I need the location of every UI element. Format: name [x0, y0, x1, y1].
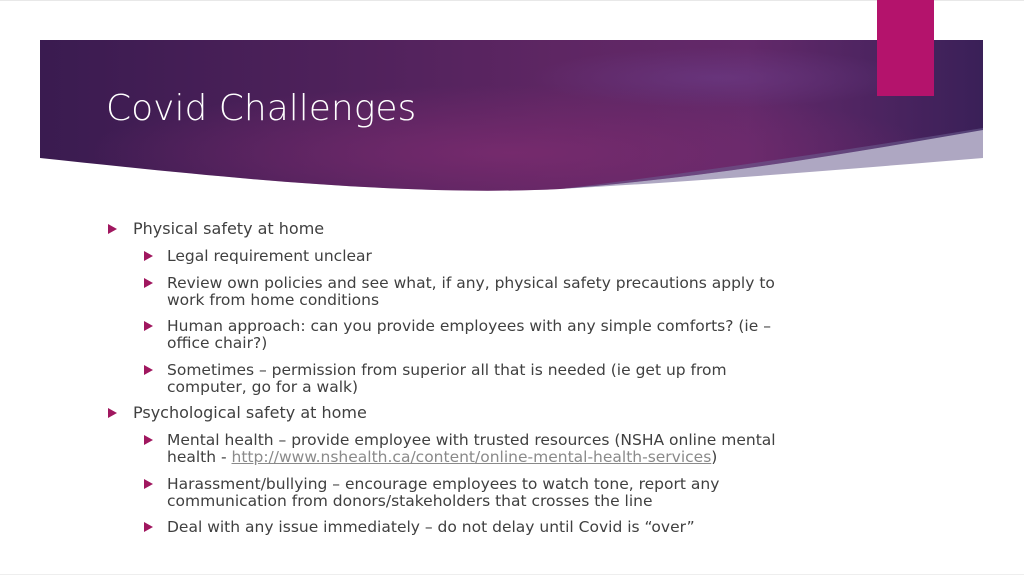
bullet-marker-icon [144, 251, 153, 261]
bottom-rule [0, 574, 1024, 575]
nshealth-link[interactable]: http://www.nshealth.ca/content/online-mental-health-services [231, 448, 712, 466]
bullet-level2-line1: Mental health – provide employee with trusted resources (NSHA online mental [167, 431, 776, 449]
bullet-level1: Physical safety at home [133, 219, 325, 238]
bullet-level2-line1: Review own policies and see what, if any, physical safety precautions apply to [167, 274, 775, 292]
bullet-marker-icon [144, 321, 153, 331]
bullet-marker-icon [144, 435, 153, 445]
bullet-level2-line2: office chair?) [167, 334, 268, 352]
bullet-level2-line2 [167, 449, 717, 465]
bullet-level2-line1: Human approach: can you provide employees with any simple comforts? (ie – [167, 317, 771, 335]
bullet-level2-line1: Sometimes – permission from superior all that is needed (ie get up from [167, 361, 727, 379]
slide-title: Covid Challenges [106, 88, 417, 129]
bullet-marker-icon [144, 522, 153, 532]
bullet-marker-icon [144, 479, 153, 489]
bullet-level2-line2: work from home conditions [167, 291, 380, 309]
bullet-level2-line1: Harassment/bullying – encourage employees to watch tone, report any [167, 475, 720, 493]
bullet-level1: Psychological safety at home [133, 403, 367, 422]
bullet-level2-line2: communication from donors/stakeholders that crosses the line [167, 492, 653, 510]
bullet-marker-icon [108, 408, 117, 418]
bullet-level2: Deal with any issue immediately – do not delay until Covid is “over” [167, 518, 695, 536]
bullet-marker-icon [144, 278, 153, 288]
link-suffix: ) [711, 448, 718, 466]
bullet-marker-icon [108, 224, 117, 234]
bullet-level2-line2: computer, go for a walk) [167, 378, 359, 396]
bullet-marker-icon [144, 365, 153, 375]
bullet-level2: Legal requirement unclear [167, 247, 372, 265]
link-prefix: health - [167, 448, 232, 466]
